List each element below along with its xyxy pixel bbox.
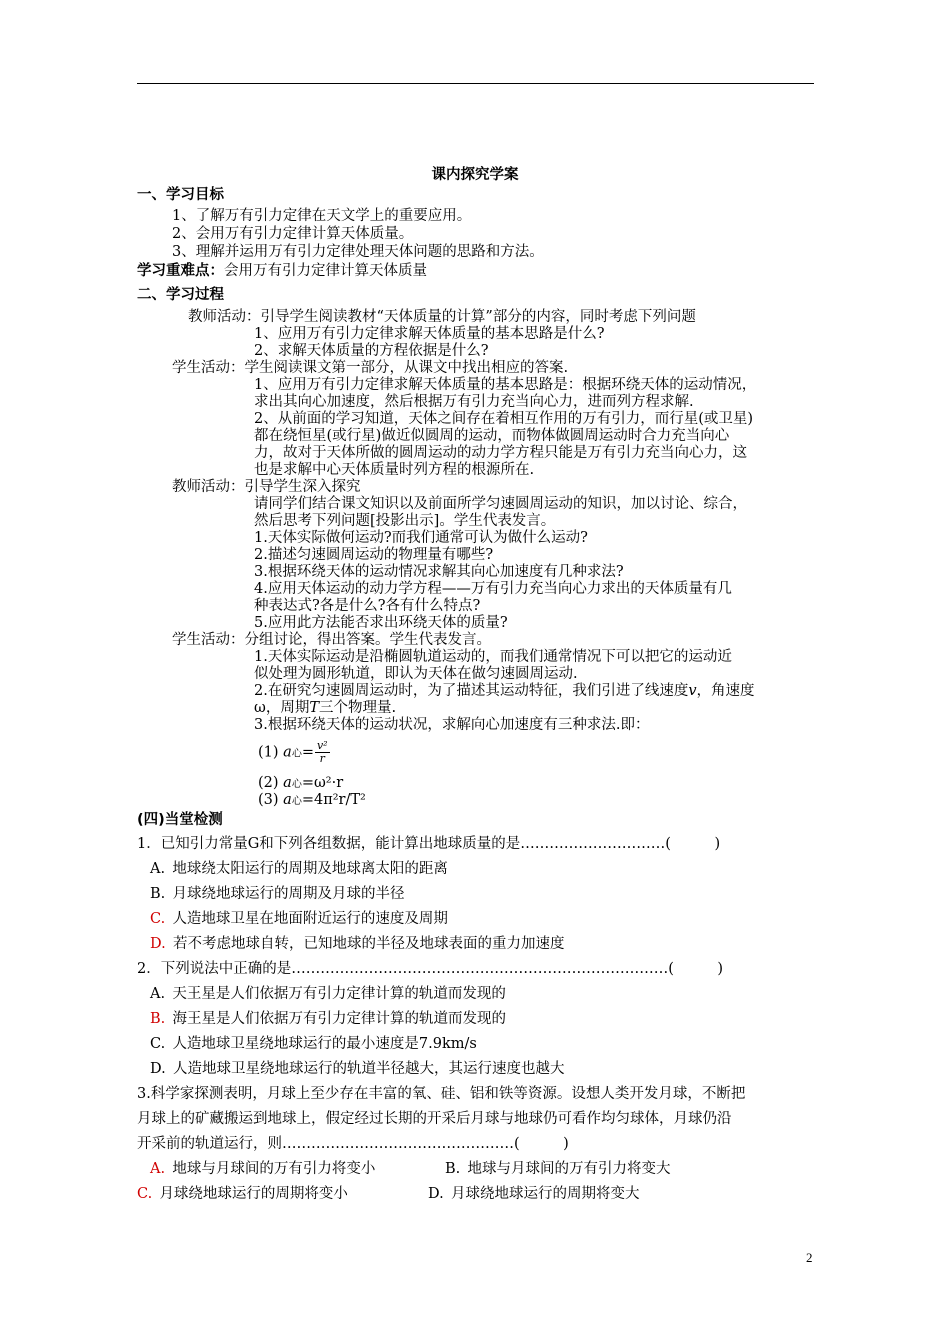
formula-rhs: ω²·r — [313, 775, 344, 791]
option-label: B. — [150, 886, 166, 902]
option-label: A. — [150, 1161, 166, 1177]
accel-subscript: 心 — [291, 779, 302, 790]
header-rule — [137, 83, 814, 84]
process-line: 3.根据环绕天体的运动情况求解其向心加速度有几种求法? — [254, 564, 624, 580]
process-line — [254, 682, 755, 700]
velocity-symbol: v — [688, 683, 697, 699]
option-text: 人造地球卫星绕地球运行的轨道半径越大，其运行速度也越大 — [172, 1061, 565, 1077]
option-label: B. — [445, 1161, 461, 1177]
option-label: A. — [150, 861, 166, 877]
option — [150, 1060, 564, 1078]
process-line: 都在绕恒星(或行星)做近似圆周的运动，而物体做圆周运动时合力充当向心 — [254, 428, 730, 444]
accel-subscript: 心 — [291, 748, 302, 760]
process-line: 4.应用天体运动的动力学方程——万有引力充当向心力求出的天体质量有几 — [254, 581, 732, 597]
process-line: 5.应用此方法能否求出环绕天体的质量? — [254, 615, 508, 631]
option-text: 人造地球卫星在地面附近运行的速度及周期 — [172, 911, 448, 927]
process-line: 学生活动：分组讨论，得出答案。学生代表发言。 — [172, 632, 491, 648]
process-line-text: 2.在研究匀速圆周运动时，为了描述其运动特征，我们引进了线速度 — [254, 683, 689, 699]
accel-symbol: a — [283, 775, 292, 791]
section1-heading: 一、学习目标 — [137, 187, 224, 203]
equals: = — [301, 775, 314, 791]
objective-3: 3、理解并运用万有引力定律处理天体问题的思路和方法。 — [172, 244, 544, 260]
process-line: 力，故对于天体所做的圆周运动的动力学方程只能是万有引力充当向心力，这 — [254, 445, 747, 461]
option-text: 月球绕地球运行的周期将变大 — [450, 1186, 640, 1202]
keypoint — [137, 262, 427, 280]
formula-3 — [258, 791, 366, 811]
option — [150, 985, 506, 1003]
option — [150, 1035, 477, 1053]
process-line: 1、应用万有引力定律求解天体质量的基本思路是什么? — [254, 326, 605, 342]
option-text: 海王星是人们依据万有引力定律计算的轨道而发现的 — [172, 1011, 507, 1027]
option-text: 人造地球卫星绕地球运行的最小速度是7.9km/s — [172, 1036, 477, 1052]
process-line: 1、应用万有引力定律求解天体质量的基本思路是：根据环绕天体的运动情况， — [254, 377, 757, 393]
formula-prefix: (2) — [258, 775, 279, 791]
question-2-stem: 2．下列说法中正确的是……………………………………………………………………( ) — [137, 961, 724, 977]
formula-prefix: (3) — [258, 792, 279, 808]
process-line: 似处理为圆形轨道，即认为天体在做匀速圆周运动. — [254, 666, 578, 682]
process-line: 1.天体实际做何运动?而我们通常可认为做什么运动? — [254, 530, 588, 546]
question-1-stem: 1．已知引力常量G和下列各组数据，能计算出地球质量的是…………………………( ) — [137, 836, 721, 852]
formula-rhs: 4π²r/T² — [313, 792, 366, 808]
process-line-tail: ，角速度 — [696, 683, 755, 699]
option-label: C. — [150, 1036, 166, 1052]
section2-heading: 二、学习过程 — [137, 287, 224, 303]
keypoint-label: 学习重难点： — [137, 263, 224, 279]
option-label: B. — [150, 1011, 166, 1027]
process-line: 2、求解天体质量的方程依据是什么? — [254, 343, 489, 359]
option-label: D. — [150, 1061, 166, 1077]
period-symbol: T — [309, 700, 319, 716]
process-line: 然后思考下列问题[投影出示]。学生代表发言。 — [254, 513, 556, 529]
equals: = — [301, 792, 314, 808]
section4-heading: (四)当堂检测 — [137, 812, 223, 828]
fraction — [315, 740, 330, 765]
equals: = — [301, 744, 314, 761]
option — [150, 1010, 506, 1028]
process-line: 也是求解中心天体质量时列方程的根源所在. — [254, 462, 535, 478]
formula-1 — [258, 740, 330, 766]
question-3-stem: 开采前的轨道运行，则…………………………………………( ) — [137, 1136, 569, 1152]
fraction-denominator: r — [319, 752, 325, 765]
option-label: C. — [137, 1186, 153, 1202]
process-line-text: ω，周期 — [254, 700, 310, 716]
option-text: 天王星是人们依据万有引力定律计算的轨道而发现的 — [172, 986, 506, 1002]
option-text: 地球与月球间的万有引力将变大 — [467, 1161, 671, 1177]
process-line: 种表达式?各是什么?各有什么特点? — [254, 598, 481, 614]
accel-symbol: a — [283, 744, 292, 761]
option — [150, 935, 564, 953]
process-line: 2、从前面的学习知道，天体之间存在着相互作用的万有引力，而行星(或卫星) — [254, 411, 754, 427]
process-line: 教师活动：引导学生阅读教材“天体质量的计算”部分的内容，同时考虑下列问题 — [188, 309, 696, 325]
option — [428, 1185, 639, 1203]
formula-prefix: (1) — [258, 744, 279, 761]
question-3-stem: 3.科学家探测表明，月球上至少存在丰富的氧、硅、铝和铁等资源。设想人类开发月球，不断把 — [137, 1086, 746, 1102]
option-label: A. — [150, 986, 166, 1002]
accel-symbol: a — [283, 792, 292, 808]
option-label: D. — [428, 1186, 444, 1202]
option-text: 月球绕地球运行的周期将变小 — [159, 1186, 348, 1202]
page-number: 2 — [806, 1250, 813, 1265]
process-line — [254, 699, 396, 717]
keypoint-text: 会用万有引力定律计算天体质量 — [224, 263, 427, 279]
process-line: 3.根据环绕天体的运动状况，求解向心加速度有三种求法.即： — [254, 717, 650, 733]
process-line: 教师活动：引导学生深入探究 — [172, 479, 361, 495]
option — [150, 910, 448, 928]
option — [150, 1160, 375, 1178]
option — [150, 885, 405, 903]
option — [445, 1160, 671, 1178]
option-text: 地球与月球间的万有引力将变小 — [172, 1161, 376, 1177]
process-line: 1.天体实际运动是沿椭圆轨道运动的，而我们通常情况下可以把它的运动近 — [254, 649, 732, 665]
option-text: 月球绕地球运行的周期及月球的半径 — [172, 886, 405, 902]
accel-subscript: 心 — [291, 796, 302, 807]
process-line: 学生活动：学生阅读课文第一部分，从课文中找出相应的答案. — [172, 360, 569, 376]
option-label: D. — [150, 936, 166, 952]
process-line: 2.描述匀速圆周运动的物理量有哪些? — [254, 547, 494, 563]
process-line-tail: 三个物理量. — [319, 700, 397, 716]
objective-2: 2、会用万有引力定律计算天体质量。 — [172, 226, 414, 242]
option-text: 地球绕太阳运行的周期及地球离太阳的距离 — [172, 861, 448, 877]
objective-1: 1、了解万有引力定律在天文学上的重要应用。 — [172, 208, 472, 224]
option-text: 若不考虑地球自转，已知地球的半径及地球表面的重力加速度 — [172, 936, 565, 952]
option-label: C. — [150, 911, 166, 927]
page-title: 课内探究学案 — [431, 167, 519, 183]
process-line: 求出其向心加速度，然后根据万有引力充当向心力，进而列方程求解. — [254, 394, 694, 410]
process-line: 请同学们结合课文知识以及前面所学匀速圆周运动的知识，加以讨论、综合， — [254, 496, 747, 512]
fraction-numerator: v² — [316, 739, 328, 752]
question-3-stem: 月球上的矿藏搬运到地球上，假定经过长期的开采后月球与地球仍可看作均匀球体，月球仍沿 — [137, 1111, 732, 1127]
option — [150, 860, 448, 878]
option — [137, 1185, 348, 1203]
